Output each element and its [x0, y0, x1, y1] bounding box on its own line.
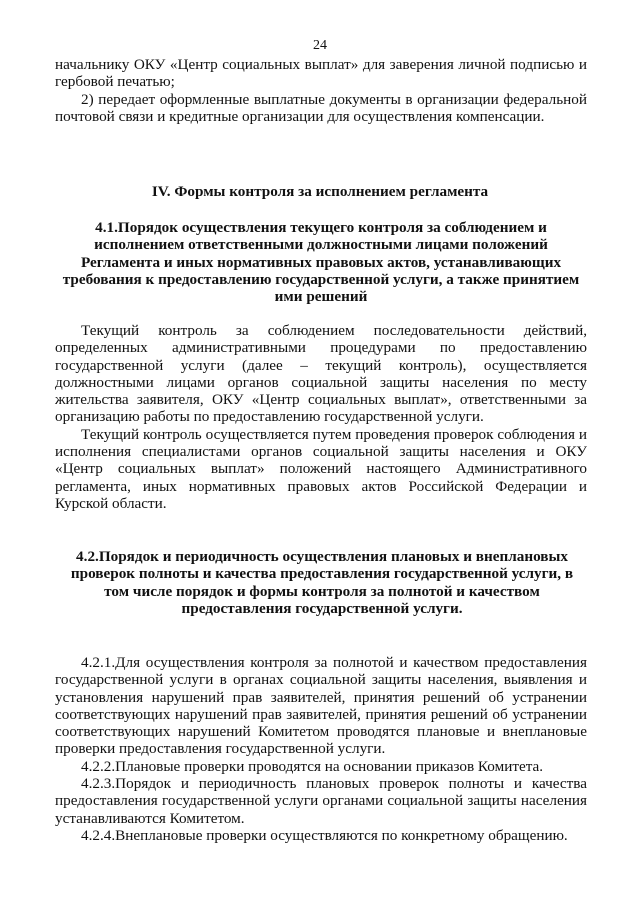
paragraph-4-2-2: 4.2.2.Плановые проверки проводятся на основании приказов Комитета. — [81, 757, 544, 775]
section-4-1-body — [55, 322, 587, 512]
heading-4-2: 4.2.Порядок и периодичность осуществления плановых и внеплановых проверок полноты и качества предоставления государственной услуги, в том числе порядок и формы контроля за полнотой и качеством предоставления государственной услуги. — [70, 548, 574, 617]
section-4-2-body — [55, 654, 587, 844]
heading-4-1: 4.1.Порядок осуществления текущего контроля за соблюдением и исполнением ответственными должностными лицами положений Регламента и иных нормативных правовых актов, устанавливающих требования к предоставлению государственной услуги, а также принятием ими решений — [62, 219, 580, 306]
intro-paragraph-1: начальнику ОКУ «Центр социальных выплат» для заверения личной подписью и гербовой печатью; — [55, 56, 587, 91]
paragraph-4-1-2: Текущий контроль осуществляется путем проведения проверок соблюдения и исполнения специалистами органов социальной защиты населения и ОКУ «Центр социальных выплат» положений настоящего Административного регламента, иных нормативных правовых актов Российской Федерации и Курской области. — [55, 425, 587, 512]
heading-4-1-block — [62, 219, 580, 305]
intro-block — [55, 56, 587, 125]
heading-4-2-block — [68, 548, 576, 617]
page-number: 24 — [313, 38, 327, 53]
paragraph-4-1-1: Текущий контроль за соблюдением последовательности действий, определенных административными процедурами по предоставлению государственной услуги (далее – текущий контроль), осуществляется должностными лицами органов социальной защиты населения по месту жительства заявителя, ОКУ «Центр социальных выплат», ответственными за организацию работы по предоставлению государственной услуги. — [55, 322, 587, 426]
paragraph-4-2-3: 4.2.3.Порядок и периодичность плановых проверок полноты и качества предоставления государственной услуги органами социальной защиты населения устанавливаются Комитетом. — [55, 775, 587, 827]
paragraph-4-2-1: 4.2.1.Для осуществления контроля за полнотой и качеством предоставления государственной услуги в органах социальной защиты населения, выявления и установления нарушений прав заявителей, принятия решений об устранении соответствующих нарушений прав заявителей, принятия решений об устранении соответствующих нарушений Комитетом проводятся плановые и внеплановые проверки предоставления государственной услуги. — [55, 654, 587, 758]
paragraph-4-2-4: 4.2.4.Внеплановые проверки осуществляются по конкретному обращению. — [81, 826, 568, 844]
section-title: IV. Формы контроля за исполнением регламента — [151, 183, 489, 200]
intro-paragraph-2: 2) передает оформленные выплатные документы в организации федеральной почтовой связи и кредитные организации для осуществления компенсации. — [55, 90, 587, 125]
